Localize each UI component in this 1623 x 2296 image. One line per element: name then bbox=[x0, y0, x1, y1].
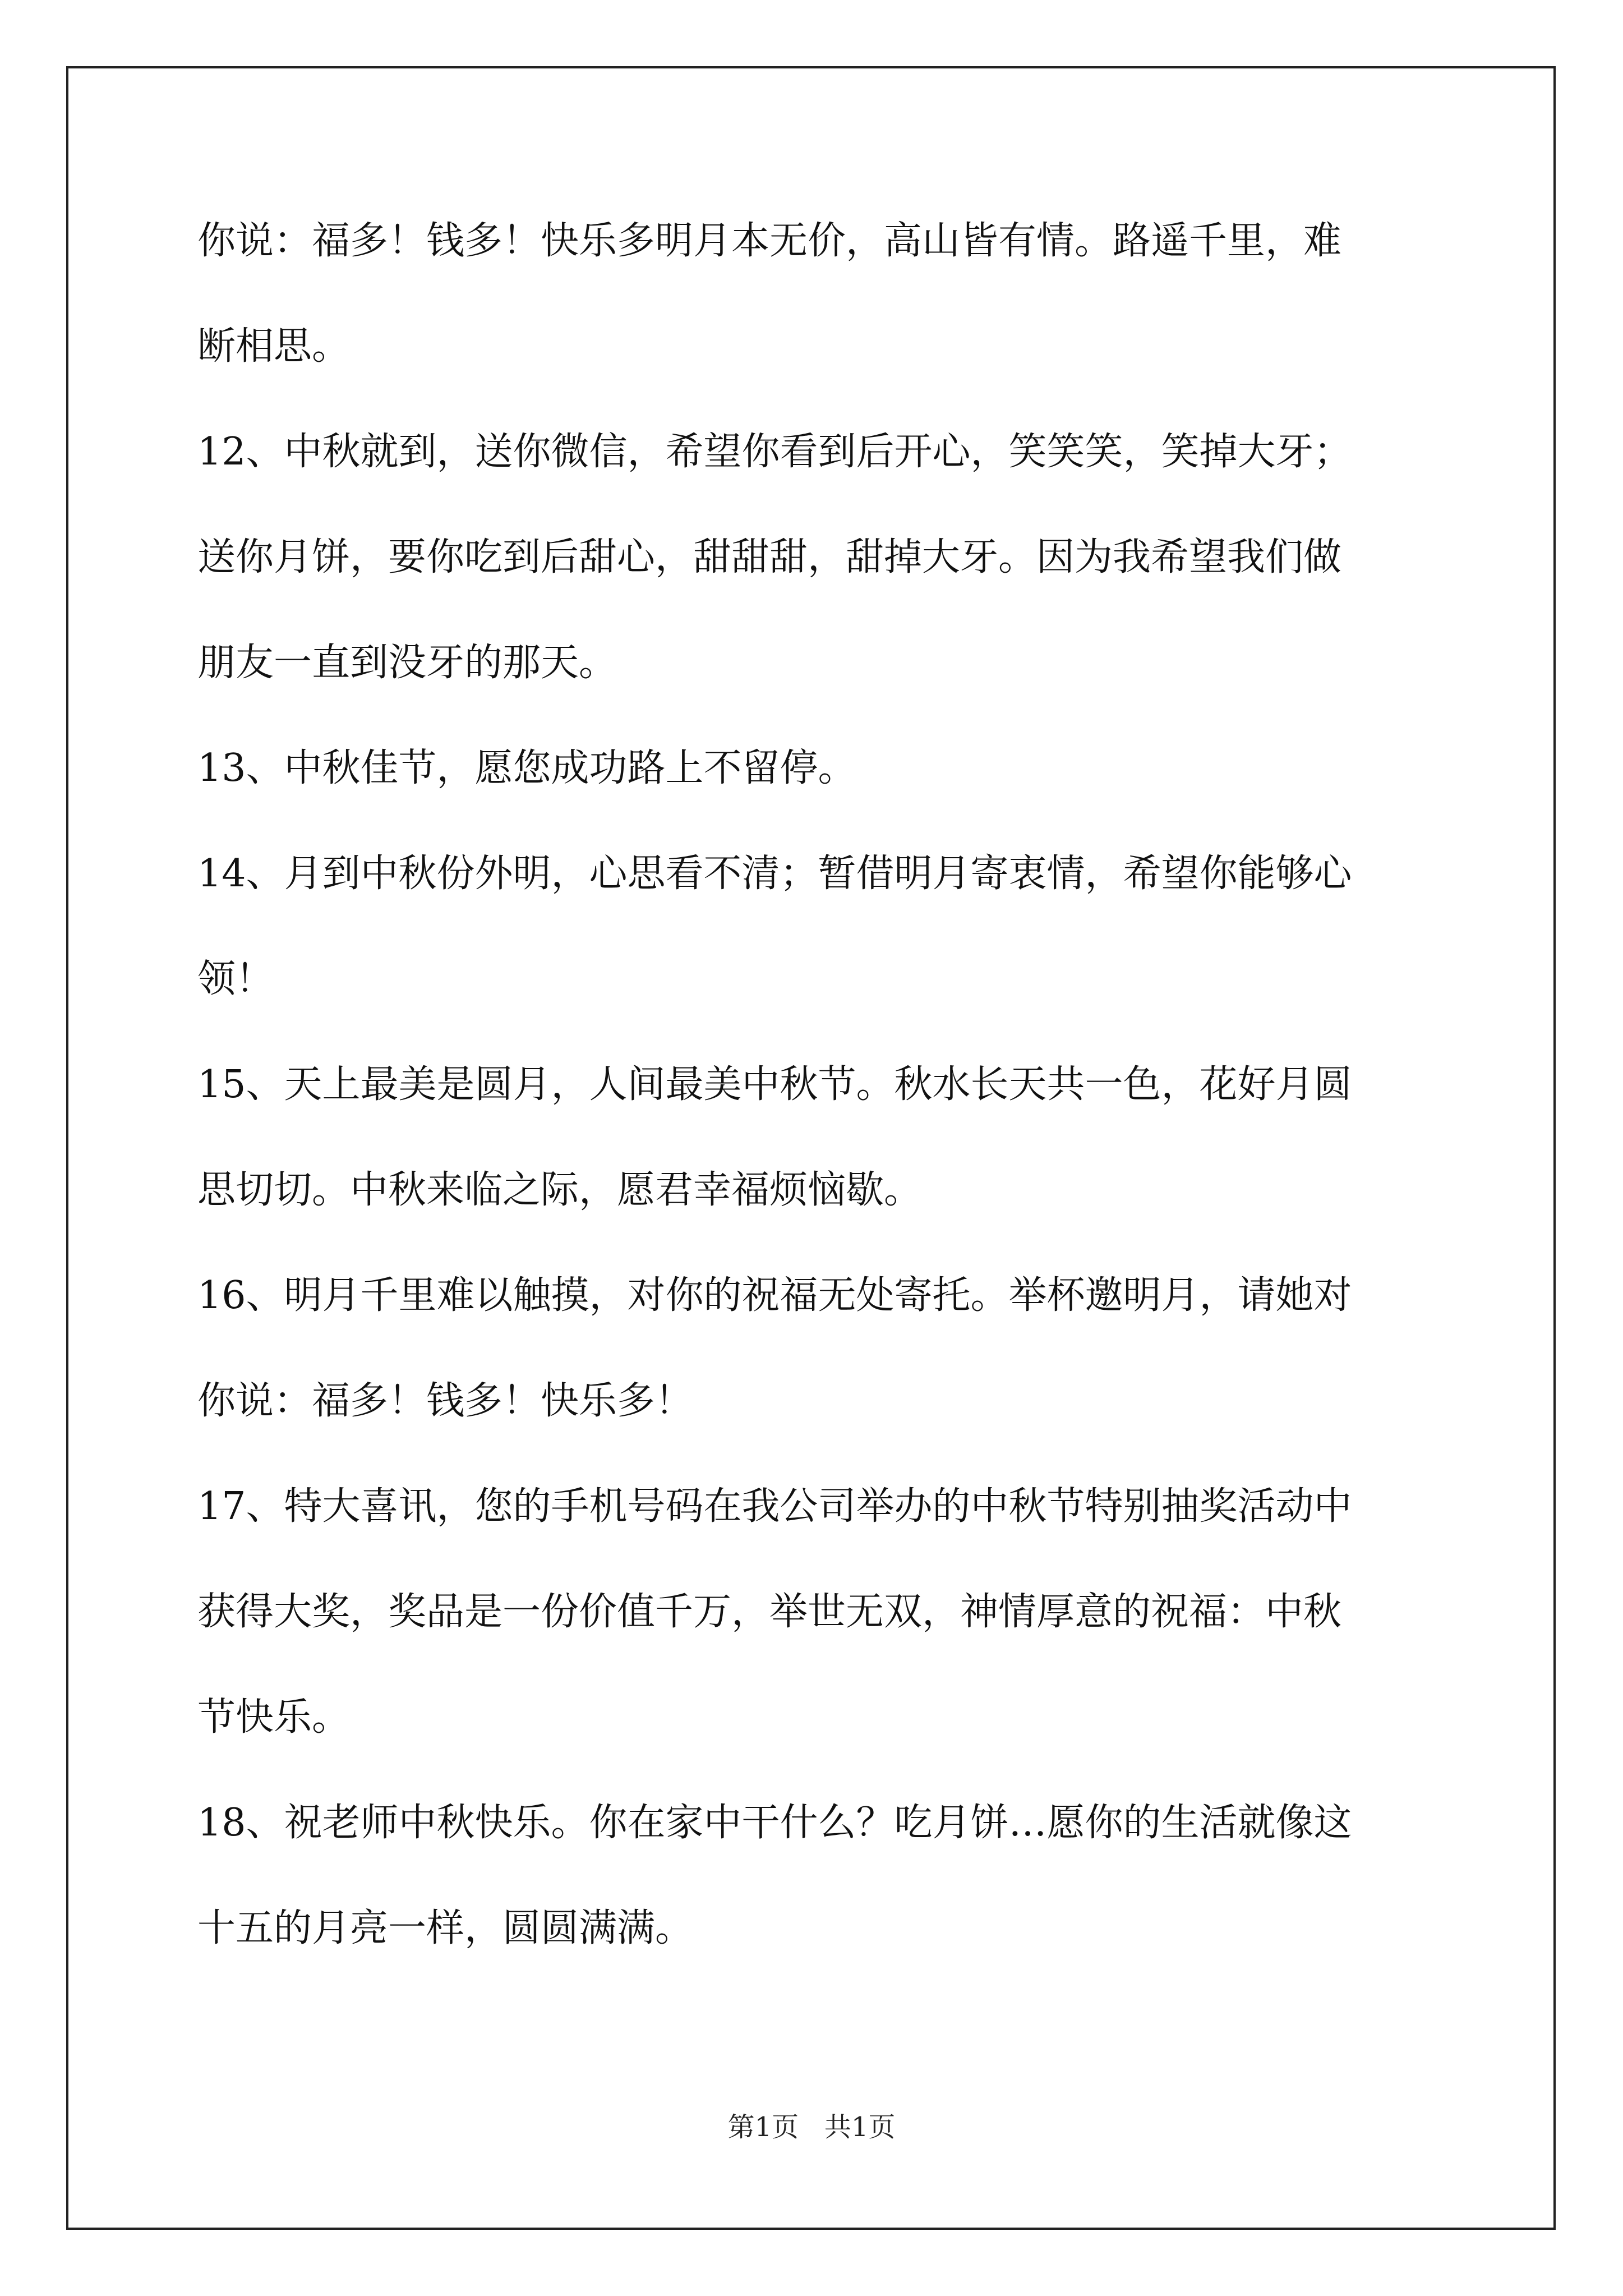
text-line: 14、月到中秋份外明，心思看不清；暂借明月寄衷情，希望你能够心 bbox=[197, 852, 1352, 896]
document-body bbox=[197, 216, 1431, 2009]
text-line: 17、特大喜讯，您的手机号码在我公司举办的中秋节特别抽奖活动中 bbox=[197, 1484, 1352, 1529]
text-line: 十五的月亮一样，圆圆满满。 bbox=[197, 1906, 694, 1950]
page-footer: 第1页 共1页 bbox=[727, 2111, 896, 2143]
text-line: 思切切。中秋来临之际，愿君幸福烦恼歇。 bbox=[197, 1168, 923, 1212]
text-line: 断相思。 bbox=[197, 324, 351, 369]
text-line: 你说：福多！钱多！快乐多！ bbox=[197, 1379, 694, 1423]
text-line: 节快乐。 bbox=[197, 1695, 351, 1740]
text-line: 送你月饼，要你吃到后甜心，甜甜甜，甜掉大牙。因为我希望我们做 bbox=[197, 535, 1342, 579]
text-line: 16、明月千里难以触摸，对你的祝福无处寄托。举杯邀明月，请她对 bbox=[197, 1273, 1352, 1318]
text-line: 你说：福多！钱多！快乐多明月本无价，高山皆有情。路遥千里，难 bbox=[197, 219, 1342, 263]
text-line: 18、祝老师中秋快乐。你在家中干什么？吃月饼…愿你的生活就像这 bbox=[197, 1801, 1352, 1845]
text-line: 12、中秋就到，送你微信，希望你看到后开心，笑笑笑，笑掉大牙； bbox=[197, 430, 1352, 474]
text-line: 领！ bbox=[197, 957, 274, 1001]
text-line: 15、天上最美是圆月，人间最美中秋节。秋水长天共一色，花好月圆 bbox=[197, 1062, 1352, 1107]
text-line: 获得大奖，奖品是一份价值千万，举世无双，神情厚意的祝福：中秋 bbox=[197, 1590, 1342, 1634]
text-line: 13、中秋佳节，愿您成功路上不留停。 bbox=[197, 746, 856, 790]
text-line: 朋友一直到没牙的那天。 bbox=[197, 641, 617, 685]
